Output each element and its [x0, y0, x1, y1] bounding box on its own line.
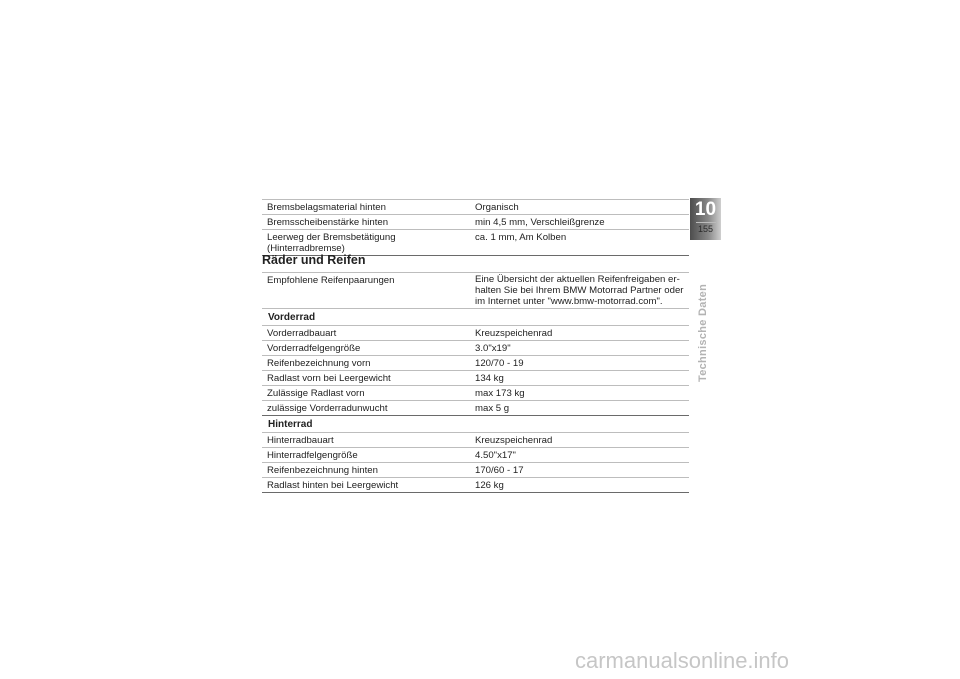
row-value: 3.0"x19" — [475, 342, 511, 354]
row-label: Hinterradfelgengröße — [267, 449, 358, 461]
table-row — [262, 463, 689, 478]
chapter-number: 10 — [694, 199, 717, 220]
row-value: Kreuzspeichenrad — [475, 327, 553, 339]
value-line: Eine Übersicht der aktuellen Reifenfreigaben er- — [475, 274, 680, 285]
table-row — [262, 386, 689, 401]
row-value: ca. 1 mm, Am Kolben — [475, 231, 567, 243]
watermark: carmanualsonline.info — [575, 648, 790, 673]
table-row — [262, 326, 689, 341]
table-row — [262, 448, 689, 463]
row-value: max 5 g — [475, 402, 510, 414]
row-value: 126 kg — [475, 479, 504, 491]
table-row — [262, 371, 689, 386]
tab-divider — [696, 222, 716, 223]
row-label: Radlast vorn bei Leergewicht — [267, 372, 391, 384]
row-label: Bremsbelagsmaterial hinten — [267, 201, 386, 213]
wheels-table — [262, 272, 689, 493]
row-label: Leerweg der Bremsbetätigung (Hinterradbremse) — [267, 231, 396, 254]
value-line: halten Sie bei Ihrem BMW Motorrad Partner oder — [475, 285, 684, 296]
row-label: Reifenbezeichnung vorn — [267, 357, 371, 369]
row-label: Radlast hinten bei Leergewicht — [267, 479, 399, 491]
row-value: 170/60 - 17 — [475, 464, 524, 476]
table-row — [262, 433, 689, 448]
row-label: Vorderradbauart — [267, 327, 337, 339]
front-wheel-heading: Vorderrad — [262, 309, 689, 326]
row-label: Empfohlene Reifenpaarungen — [267, 274, 395, 286]
table-row — [262, 341, 689, 356]
row-value: min 4,5 mm, Verschleißgrenze — [475, 216, 605, 228]
brake-table — [262, 199, 689, 256]
table-row — [262, 401, 689, 416]
chapter-side-title: Technische Daten — [697, 283, 709, 382]
row-label: Zulässige Radlast vorn — [267, 387, 365, 399]
table-row — [262, 272, 689, 309]
table-row — [262, 215, 689, 230]
row-value: 120/70 - 19 — [475, 357, 524, 369]
rear-wheel-heading: Hinterrad — [262, 416, 689, 433]
row-value: Organisch — [475, 201, 519, 213]
row-label: Bremsscheibenstärke hinten — [267, 216, 389, 228]
row-value: 4.50"x17" — [475, 449, 516, 461]
row-label: zulässige Vorderradunwucht — [267, 402, 388, 414]
table-row — [262, 199, 689, 215]
row-value — [470, 273, 689, 308]
value-line: im Internet unter "www.bmw-motorrad.com". — [475, 296, 663, 307]
section-title: Räder und Reifen — [262, 253, 366, 267]
chapter-tab — [690, 198, 721, 240]
page-number: 155 — [697, 224, 714, 234]
row-value: max 173 kg — [475, 387, 525, 399]
row-label: Reifenbezeichnung hinten — [267, 464, 378, 476]
table-row — [262, 356, 689, 371]
row-value: Kreuzspeichenrad — [475, 434, 553, 446]
table-row — [262, 478, 689, 493]
row-label: Hinterradbauart — [267, 434, 334, 446]
row-label: Vorderradfelgengröße — [267, 342, 361, 354]
row-value: 134 kg — [475, 372, 504, 384]
